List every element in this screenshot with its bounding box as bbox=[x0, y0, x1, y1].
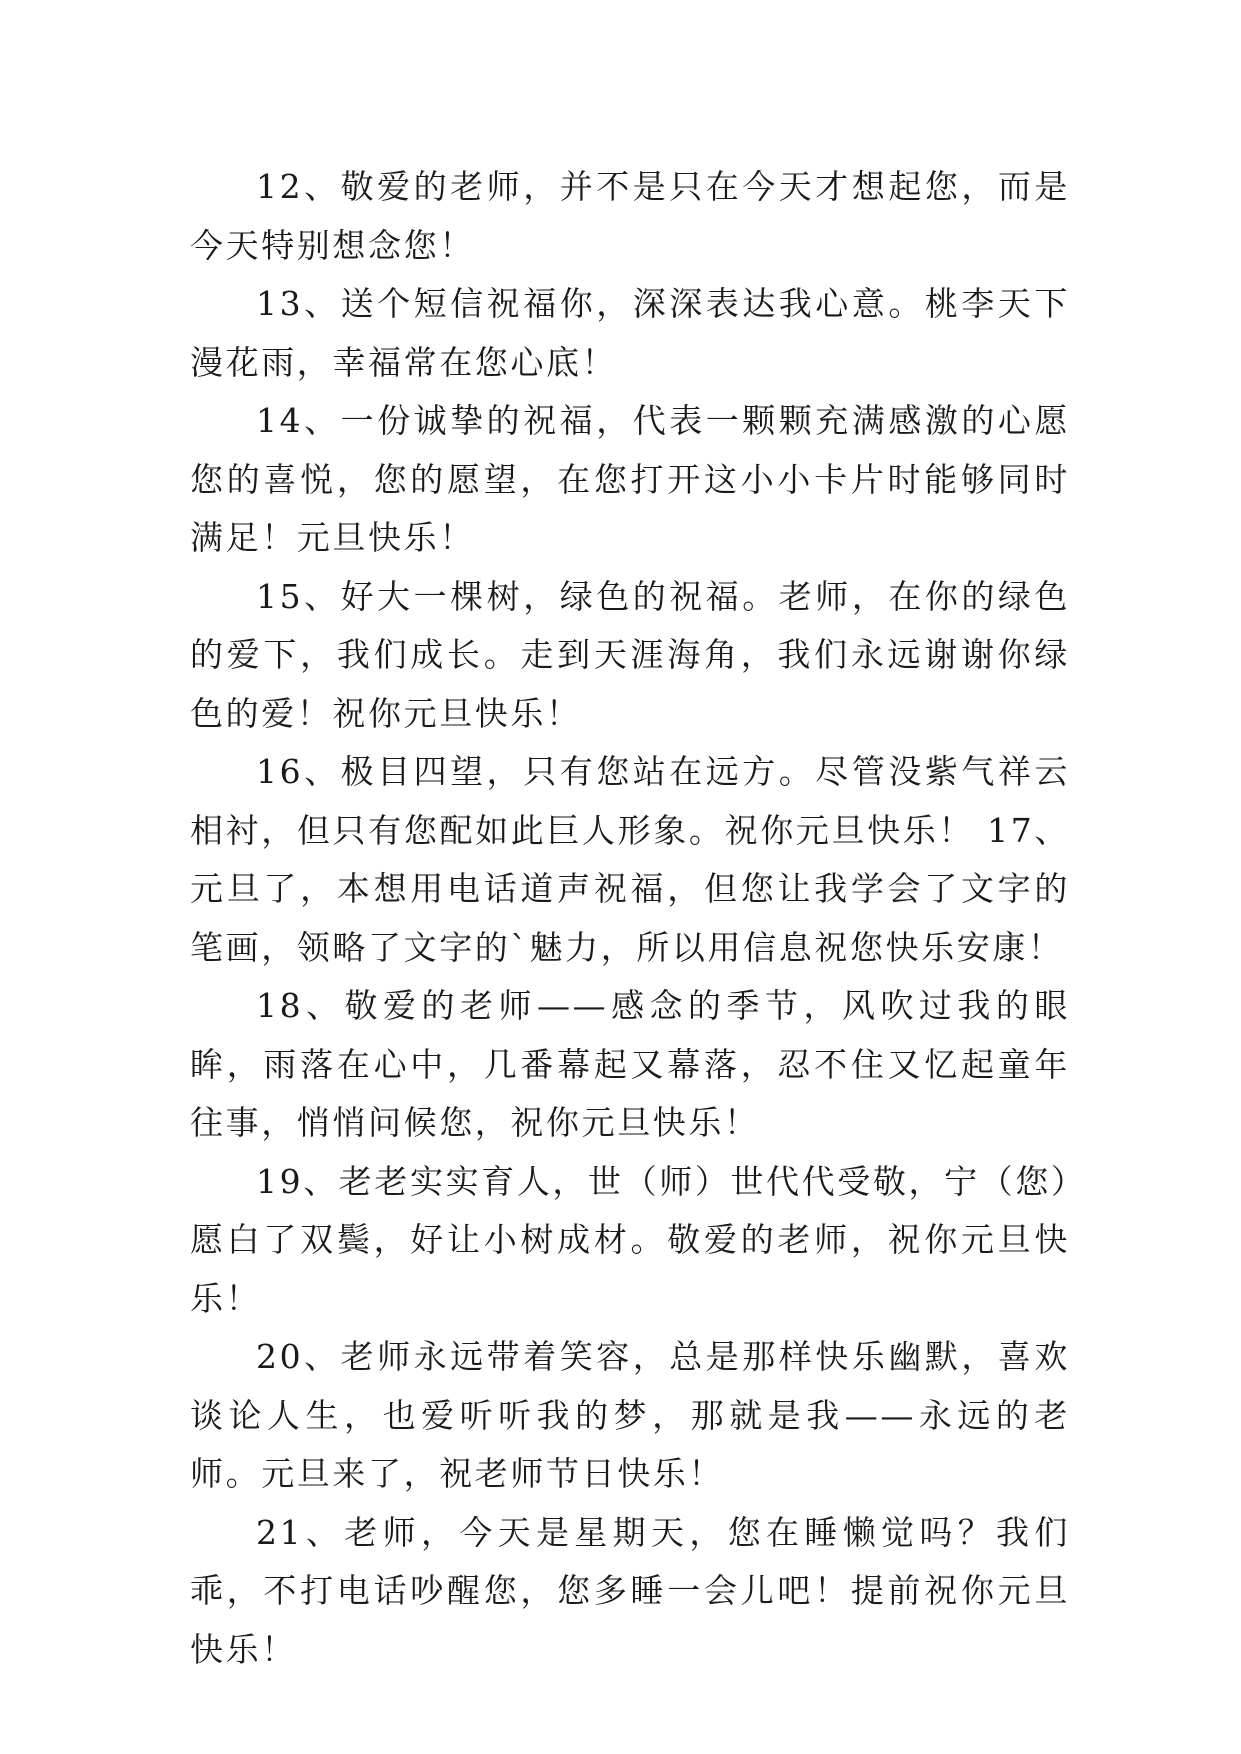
paragraph-14: 14、一份诚挚的祝福，代表一颗颗充满感激的心愿您的喜悦，您的愿望，在您打开这小小卡片时能够同时满足！元旦快乐！ bbox=[190, 401, 1070, 557]
paragraph-21: 21、老师，今天是星期天，您在睡懒觉吗？我们乖，不打电话吵醒您，您多睡一会儿吧！提前祝你元旦快乐！ bbox=[190, 1512, 1070, 1669]
paragraph-13: 13、送个短信祝福你，深深表达我心意。桃李天下漫花雨，幸福常在您心底！ bbox=[190, 284, 1070, 382]
paragraph-18: 18、敬爱的老师——感念的季节，风吹过我的眼眸，雨落在心中，几番幕起又幕落，忍不住又忆起童年往事，悄悄问候您，祝你元旦快乐！ bbox=[190, 986, 1070, 1142]
paragraph-16-17: 16、极目四望，只有您站在远方。尽管没紫气祥云相衬，但只有您配如此巨人形象。祝你元旦快乐！ 17、元旦了，本想用电话道声祝福，但您让我学会了文字的笔画，领略了文字的`魅力，所以用信息祝您快乐安康！ bbox=[190, 752, 1070, 967]
paragraph-20: 20、老师永远带着笑容，总是那样快乐幽默，喜欢谈论人生，也爱听听我的梦，那就是我——永远的老师。元旦来了，祝老师节日快乐！ bbox=[190, 1337, 1070, 1493]
paragraph-15: 15、好大一棵树，绿色的祝福。老师，在你的绿色的爱下，我们成长。走到天涯海角，我们永远谢谢你绿色的爱！祝你元旦快乐！ bbox=[190, 576, 1070, 733]
paragraph-19: 19、老老实实育人，世（师）世代代受敬，宁（您）愿白了双鬓，好让小树成材。敬爱的老师，祝你元旦快乐！ bbox=[190, 1161, 1070, 1318]
paragraph-12: 12、敬爱的老师，并不是只在今天才想起您，而是今天特别想念您！ bbox=[190, 167, 1070, 265]
document-body bbox=[190, 158, 1070, 1679]
